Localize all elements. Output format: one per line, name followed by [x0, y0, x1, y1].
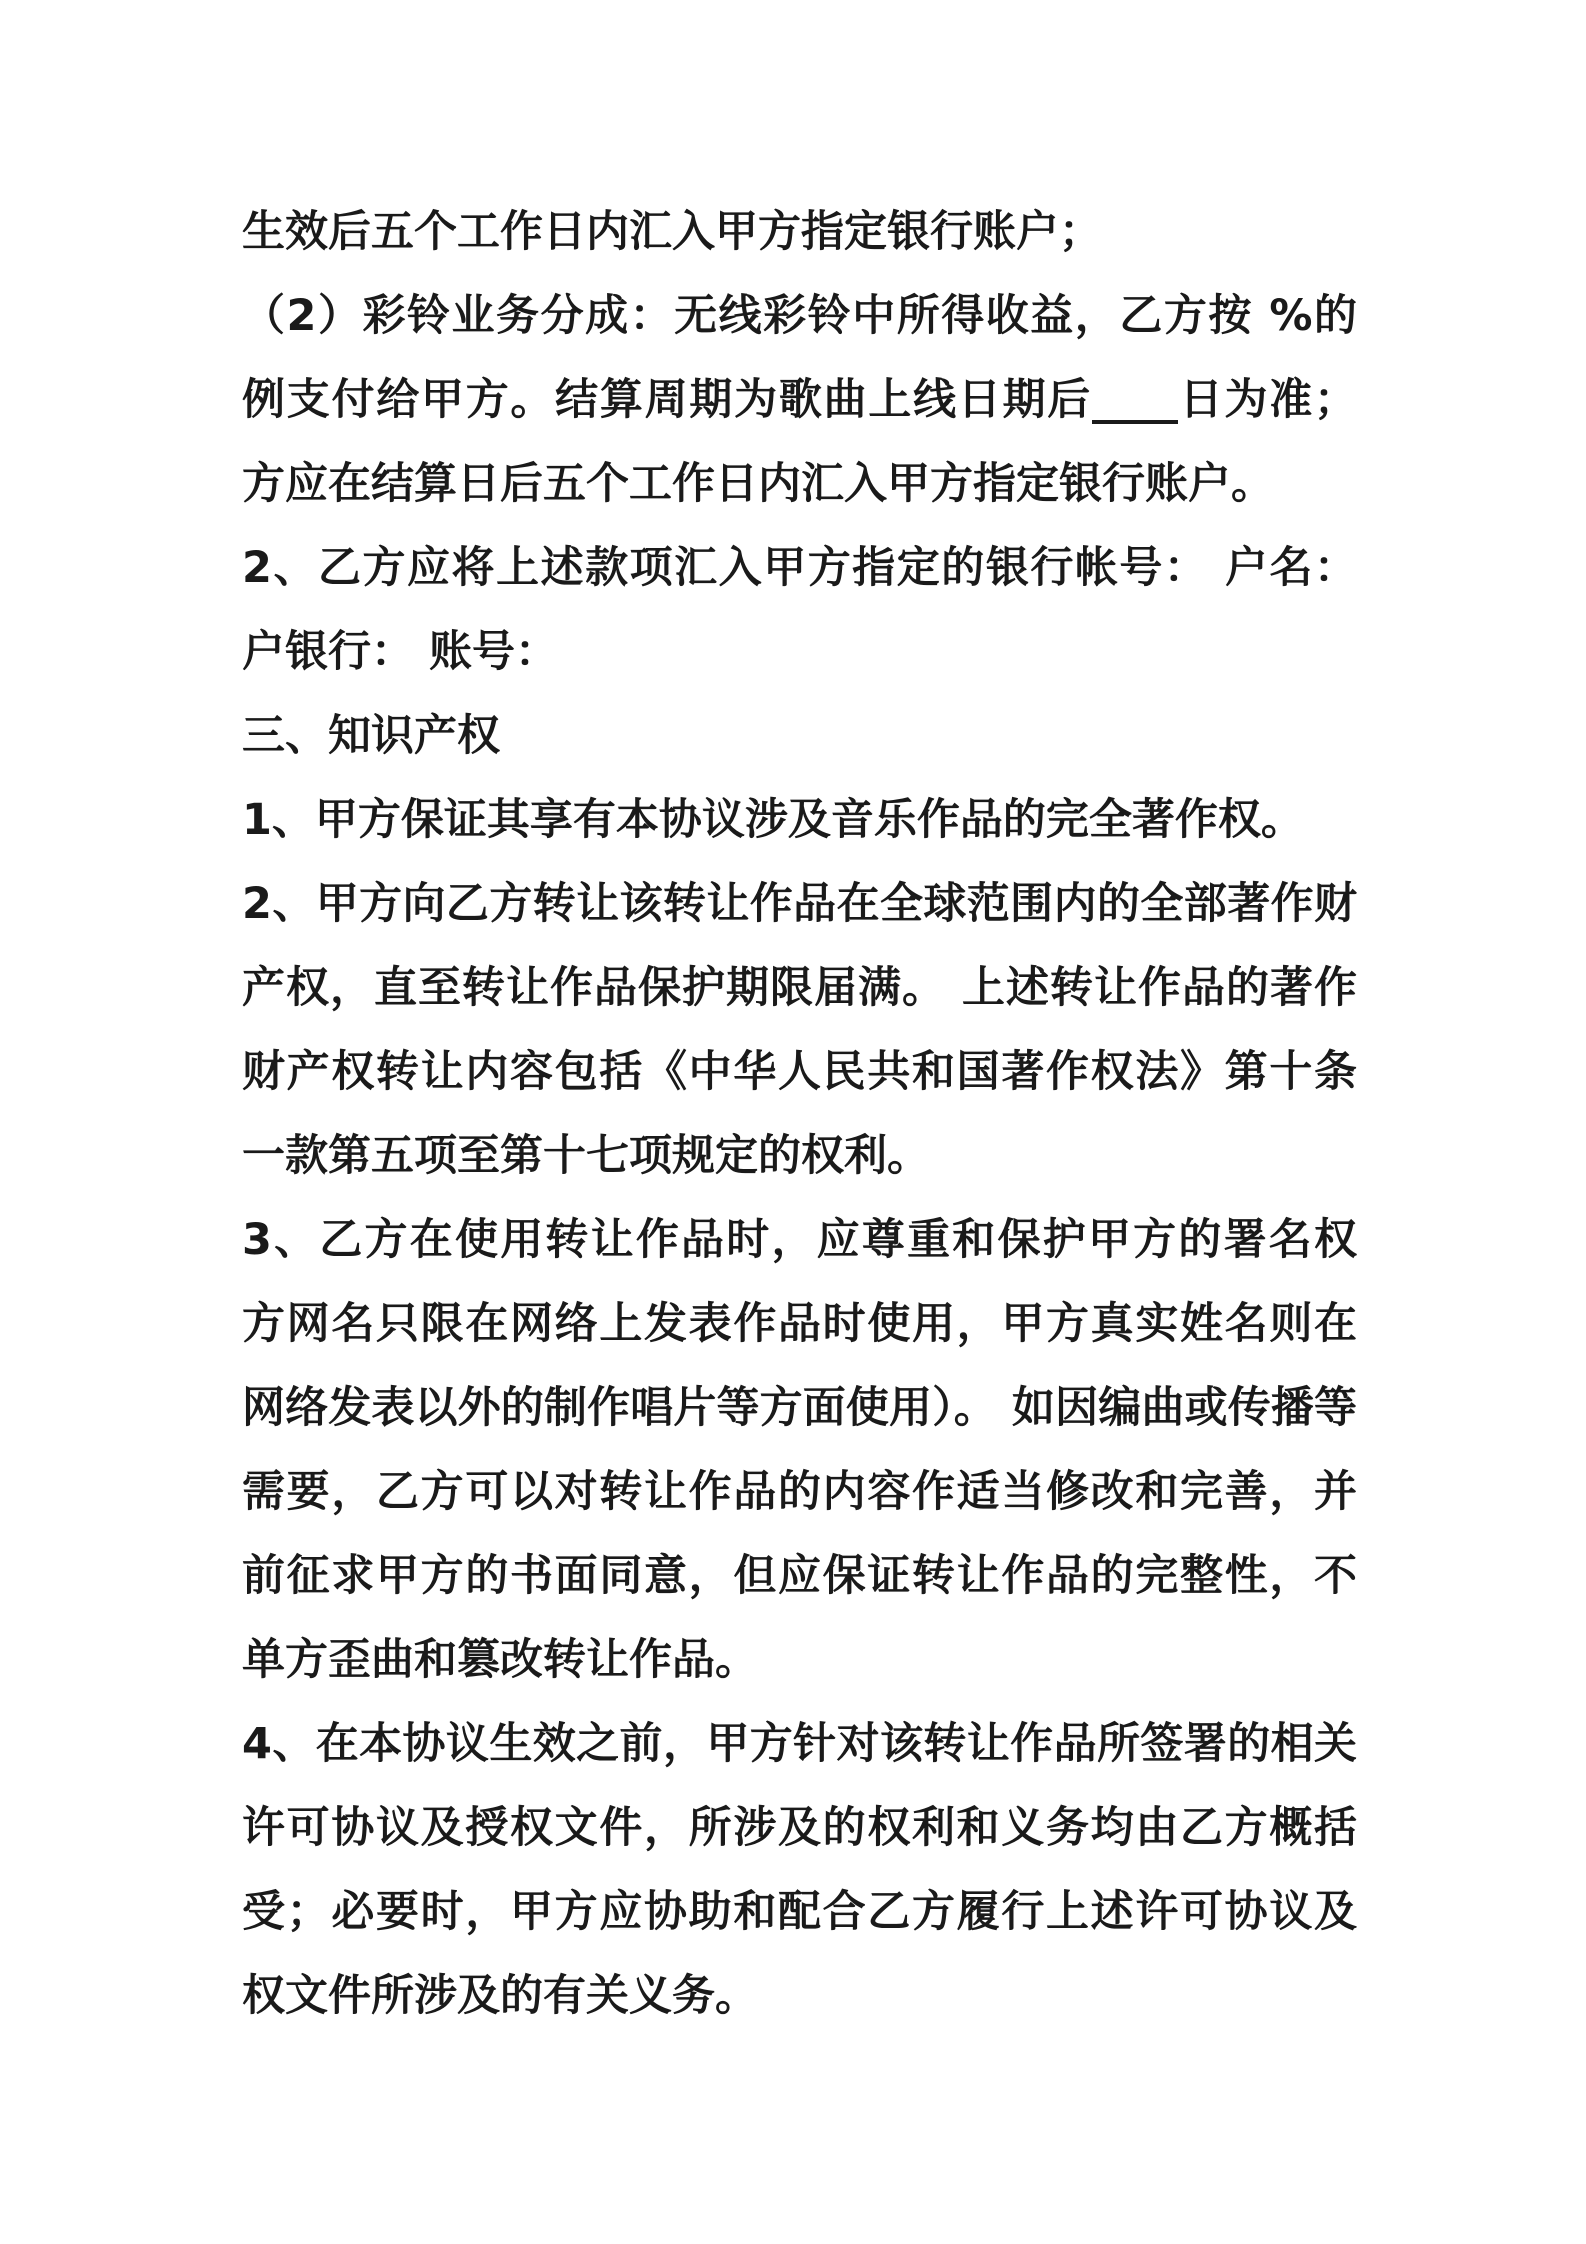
text-line-8: 1、甲方保证其享有本协议涉及音乐作品的完全著作权。 [242, 795, 1304, 845]
document-body [242, 190, 1357, 2038]
text-line-11: 财产权转让内容包括《中华人民共和国著作权法》第十条 [242, 1047, 1357, 1097]
text-line-5: 2、乙方应将上述款项汇入甲方指定的银行帐号： 户名： [242, 543, 1357, 593]
section-heading-intellectual-property: 三、知识产权 [242, 711, 500, 761]
text-line-15: 网络发表以外的制作唱片等方面使用）。 如因编曲或传播等 [242, 1383, 1357, 1433]
text-line-22: 权文件所涉及的有关义务。 [242, 1971, 758, 2021]
text-line-17: 前征求甲方的书面同意，但应保证转让作品的完整性，不 [242, 1551, 1357, 1601]
text-line-18: 单方歪曲和篡改转让作品。 [242, 1635, 758, 1685]
text-line-14: 方网名只限在网络上发表作品时使用，甲方真实姓名则在 [242, 1299, 1357, 1349]
text-line-2: （2）彩铃业务分成：无线彩铃中所得收益，乙方按 %的 [242, 291, 1357, 341]
text-line-3: 例支付给甲方。结算周期为歌曲上线日期后____日为准； [242, 375, 1357, 425]
text-line-16: 需要，乙方可以对转让作品的内容作适当修改和完善，并 [242, 1467, 1357, 1517]
text-line-20: 许可协议及授权文件，所涉及的权利和义务均由乙方概括 [242, 1803, 1357, 1853]
text-line-12: 一款第五项至第十七项规定的权利。 [242, 1131, 930, 1181]
text-line-21: 受；必要时，甲方应协助和配合乙方履行上述许可协议及 [242, 1887, 1357, 1937]
text-line-4: 方应在结算日后五个工作日内汇入甲方指定银行账户。 [242, 459, 1274, 509]
text-line-19: 4、在本协议生效之前，甲方针对该转让作品所签署的相关 [242, 1719, 1357, 1769]
text-line-9: 2、甲方向乙方转让该转让作品在全球范围内的全部著作财 [242, 879, 1357, 929]
text-line-10: 产权，直至转让作品保护期限届满。 上述转让作品的著作 [242, 963, 1357, 1013]
text-line-6: 户银行： 账号： [242, 627, 558, 677]
text-line-13: 3、乙方在使用转让作品时，应尊重和保护甲方的署名权 [242, 1215, 1357, 1265]
text-line-1: 生效后五个工作日内汇入甲方指定银行账户； [242, 207, 1102, 257]
